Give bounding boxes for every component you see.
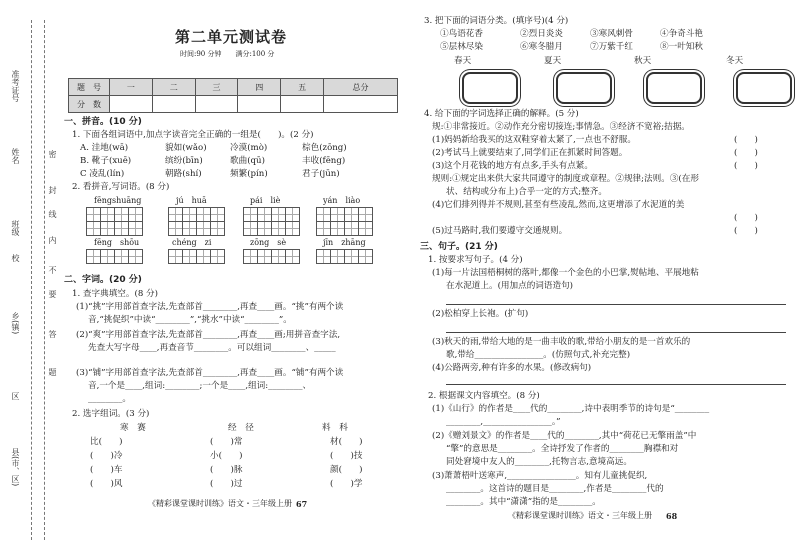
answer-line[interactable] [446, 332, 786, 333]
question-line: ________。这首诗的题目是________,作者是________代的 [446, 484, 664, 494]
season-label: 夏天 [544, 56, 562, 66]
pinyin-label: fēng shōu [94, 238, 140, 247]
word-item: ⑧一叶知秋 [660, 42, 703, 52]
seal-char: 题 [48, 368, 57, 376]
option-text: 冷漠(mò) [230, 143, 268, 153]
writing-grid[interactable] [316, 249, 372, 264]
seal-char: 不 [48, 266, 57, 274]
question-text: 2. 根据课文内容填空。(8 分) [428, 391, 540, 401]
seal-char: 要 [48, 290, 57, 298]
class-label: 班级 [11, 220, 20, 236]
writing-grid[interactable] [243, 221, 299, 236]
question-text: 1. 按要求写句子。(4 分) [428, 255, 523, 265]
pinyin-label: jú huā [176, 196, 207, 205]
word-item: ⑦万紫千红 [590, 42, 633, 52]
town-label: 乡(镇) [11, 312, 20, 335]
option-text: 君子(jūn) [302, 169, 340, 179]
option-text: 频繁(pín) [230, 169, 268, 179]
score-header: 五 [281, 79, 324, 96]
dashed-line [44, 20, 45, 540]
score-cell[interactable] [281, 96, 324, 113]
county-label: 县(市、区) [11, 448, 20, 487]
question-text: 4. 给下面的字词选择正确的解释。(5 分) [424, 109, 579, 119]
name-label: 姓名 [11, 148, 20, 164]
answer-paren[interactable]: ( ) [734, 161, 758, 171]
writing-grid[interactable] [86, 249, 142, 264]
fill-blank[interactable]: 颜( ) [330, 465, 363, 475]
word-item: ④争奇斗艳 [660, 29, 703, 39]
pinyin-label: yán liào [323, 196, 361, 205]
answer-line[interactable] [446, 384, 786, 385]
fill-blank[interactable]: 小( ) [210, 451, 243, 461]
autumn-answer-box[interactable] [646, 72, 702, 104]
option-text: 缤纷(bīn) [165, 156, 203, 166]
question-line: (1)“挑”字用部首查字法,先查部首________,再查____画。“挑”有两个读 [76, 302, 344, 312]
question-line: (3)“铺”字用部首查字法,先查部首________,再查____画。“铺”有两个读 [76, 368, 344, 378]
question-text: 2. 看拼音,写词语。(8 分) [72, 182, 170, 192]
fill-blank[interactable]: ( )风 [90, 479, 123, 489]
fill-blank[interactable]: 材( ) [330, 437, 363, 447]
section-heading: 二、字词。(20 分) [64, 275, 142, 285]
fill-blank[interactable]: ( )常 [210, 437, 243, 447]
option-text: B. 靴子(xuē) [80, 156, 132, 166]
option-text: 歌曲(qū) [230, 156, 265, 166]
question-text: 3. 把下面的词语分类。(填序号)(4 分) [424, 16, 569, 26]
pinyin-label: jīn zhāng [323, 238, 366, 247]
word-item: ③寒风刺骨 [590, 29, 633, 39]
score-row-label: 分 数 [69, 96, 110, 113]
exam-id-label: 准考证号 [11, 70, 20, 102]
page-number: 67 [296, 499, 308, 509]
page-title: 第二单元测试卷 [175, 28, 288, 46]
question-line: “擎”的意思是________。全诗抒发了作者的________胸襟和对 [446, 444, 679, 454]
question-line: (1)每一片法国梧桐树的落叶,都像一个金色的小巴掌,熨帖地、平展地粘 [432, 268, 699, 278]
score-header: 四 [238, 79, 281, 96]
question-text: 2. 选字组词。(3 分) [72, 409, 150, 419]
pinyin-label: zōng sè [250, 238, 287, 247]
question-line: (3)萧萧梧叶送寒声,________________。知有儿童挑促织, [432, 471, 648, 481]
definition-text: 规则:①规定出来供大家共同遵守的制度或章程。②规律;法则。③(在形 [432, 174, 699, 184]
seal-char: 答 [48, 330, 57, 338]
question-line: 音,“挑促织”中读“________”,“挑水”中读“________”。 [88, 315, 292, 325]
school-label: 校 [11, 254, 20, 262]
score-cell[interactable] [238, 96, 281, 113]
score-header: 二 [152, 79, 195, 96]
definition-text: 规:①非常接近。②动作充分密切接连;事情急。③经济不宽裕;拮据。 [432, 122, 690, 132]
question-line: (3)秋天的雨,带给大地的是一曲丰收的歌,带给小朋友的是一首欢乐的 [432, 337, 691, 347]
fill-blank[interactable]: ( )冷 [90, 451, 123, 461]
fill-blank[interactable]: ( )学 [330, 479, 363, 489]
question-line: 歌,带给________________。(仿照句式,补充完整) [446, 350, 631, 360]
word-item: ⑤层林尽染 [440, 42, 483, 52]
word-group-head: 寒 赛 [120, 423, 146, 433]
district-label: 区 [11, 392, 20, 400]
summer-answer-box[interactable] [556, 72, 612, 104]
word-item: ②烈日炎炎 [520, 29, 563, 39]
answer-paren[interactable]: ( ) [734, 148, 758, 158]
winter-answer-box[interactable] [736, 72, 792, 104]
score-header: 总分 [323, 79, 397, 96]
pinyin-label: chéng zi [172, 238, 212, 247]
score-cell[interactable] [323, 96, 397, 113]
score-header: 三 [195, 79, 238, 96]
writing-grid[interactable] [243, 207, 299, 222]
seal-char: 封 [48, 186, 57, 194]
score-cell[interactable] [195, 96, 238, 113]
fill-blank[interactable]: ( )车 [90, 465, 123, 475]
page-footer: 《精彩课堂课时训练》语文・三年级上册 [508, 511, 652, 520]
sentence-item: (5)过马路时,我们要遵守交通规则。 [432, 226, 568, 236]
question-line: ________。其中“潇潇”指的是________。 [446, 497, 601, 507]
definition-text: 状、结构或分布上)合乎一定的方式;整齐。 [446, 187, 607, 197]
dashed-line [31, 20, 32, 540]
question-line: 音,一个是____,组词:________;一个是____,组词:________、 [88, 381, 312, 391]
exam-info: 时间:90 分钟 满分:100 分 [180, 50, 275, 58]
writing-grid[interactable] [168, 221, 224, 236]
answer-line[interactable] [446, 304, 786, 305]
writing-grid[interactable] [243, 249, 299, 264]
question-line: ________,________________。” [446, 417, 561, 427]
question-line: ________。 [88, 394, 131, 404]
seal-char: 内 [48, 236, 57, 244]
season-label: 春天 [454, 56, 472, 66]
binding-margin [0, 0, 60, 558]
word-item: ⑥寒冬腊月 [520, 42, 563, 52]
question-line: (2)“爽”字用部首查字法,先查部首________,再查____画;用拼音查字法, [76, 330, 341, 340]
writing-grid[interactable] [86, 207, 142, 222]
seal-char: 线 [48, 210, 57, 218]
question-text: 1. 查字典填空。(8 分) [72, 289, 158, 299]
seal-char: 密 [48, 150, 57, 158]
sentence-item: (4)它们排列得并不规则,甚至有些凌乱,然而,这更增添了水泥道的美 [432, 200, 685, 210]
answer-paren[interactable]: ( ) [734, 135, 758, 145]
season-label: 冬天 [726, 56, 744, 66]
right-page [416, 0, 800, 558]
section-heading: 三、句子。(21 分) [420, 242, 498, 252]
sentence-item: (3)这个月花钱的地方有点多,手头有点紧。 [432, 161, 593, 171]
answer-paren[interactable]: ( ) [734, 213, 758, 223]
question-line: 同处窘境中友人的________,托物言志,意境高远。 [446, 457, 632, 467]
page-number: 68 [666, 511, 678, 521]
fill-blank[interactable]: ( )技 [330, 451, 363, 461]
fill-blank[interactable]: ( )过 [210, 479, 243, 489]
spring-answer-box[interactable] [462, 72, 518, 104]
question-line: 在水泥道上。(用加点的词语造句) [446, 281, 574, 291]
option-text: 貌如(wǎo) [165, 143, 207, 153]
writing-grid[interactable] [168, 249, 224, 264]
question-line: (4)公路两旁,种有许多的水果。(修改病句) [432, 363, 592, 373]
score-header: 一 [110, 79, 153, 96]
writing-grid[interactable] [86, 221, 142, 236]
fill-blank[interactable]: ( )脉 [210, 465, 243, 475]
left-page [60, 0, 400, 558]
question-text: 1. 下面各组词语中,加点字读音完全正确的一组是( )。(2 分) [72, 130, 314, 140]
writing-grid[interactable] [316, 207, 372, 222]
question-line: 先查大写字母____,再查音节________。可以组词________、_____ [88, 343, 336, 353]
score-cell[interactable] [152, 96, 195, 113]
season-label: 秋天 [634, 56, 652, 66]
option-text: A. 洼地(wā) [80, 143, 129, 153]
fill-blank[interactable]: 比( ) [90, 437, 123, 447]
score-table [68, 78, 398, 113]
word-group-head: 经 径 [228, 423, 254, 433]
option-text: C 凌乱(lín) [80, 169, 125, 179]
word-group-head: 料 科 [322, 423, 348, 433]
pinyin-label: fēngshuāng [94, 196, 142, 205]
answer-paren[interactable]: ( ) [734, 226, 758, 236]
option-text: 棕色(zōng) [302, 143, 347, 153]
question-line: (1)《山行》的作者是____代的________,诗中表明季节的诗句是“________ [432, 404, 710, 414]
writing-grid[interactable] [168, 207, 224, 222]
word-item: ①鸟语花香 [440, 29, 483, 39]
question-line: (2)松柏穿上长袍。(扩句) [432, 309, 529, 319]
sentence-item: (2)考试马上就要结束了,同学们正在抓紧时间答题。 [432, 148, 628, 158]
section-heading: 一、拼音。(10 分) [64, 117, 142, 127]
option-text: 丰收(fēng) [302, 156, 346, 166]
page-footer: 《精彩课堂课时训练》语文・三年级上册 [148, 499, 292, 508]
score-cell[interactable] [110, 96, 153, 113]
question-line: (2)《赠刘景文》的作者是____代的________,其中“荷花已无擎雨盖”中 [432, 431, 697, 441]
score-header: 题 号 [69, 79, 110, 96]
pinyin-label: pái liè [250, 196, 281, 205]
sentence-item: (1)妈妈新给我买的这双鞋穿着太紧了,一点也不舒服。 [432, 135, 636, 145]
writing-grid[interactable] [316, 221, 372, 236]
option-text: 朝路(shí) [165, 169, 202, 179]
